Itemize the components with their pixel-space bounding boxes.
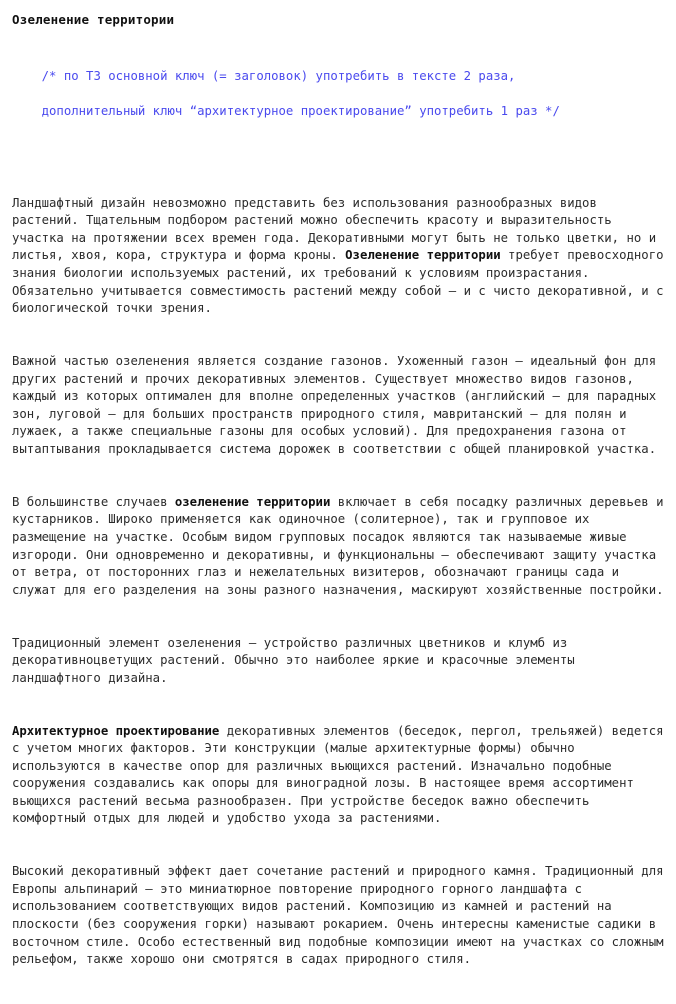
paragraph-p4 <box>12 635 664 688</box>
paragraph-p1 <box>12 195 664 318</box>
paragraph-p6 <box>12 863 664 969</box>
paragraph-p3 <box>12 494 664 600</box>
text-run: Высокий декоративный эффект дает сочетание растений и природного камня. Традиционный для Европы альпинарий – это миниатюрное повторение природного горного ландшафта с использованием соответствующих видов растений. Композицию из камней и растений на плоскости (без сооружения горки) называют рокарием. Очень интересны каменистые садики в восточном стиле. Особо естественный вид подобные композиции имеют на участках со сложным рельефом, также хорошо они смотрятся в садах природного стиля. <box>12 864 671 966</box>
paragraph-p5 <box>12 723 664 829</box>
keyword-phrase: озеленение территории <box>175 495 330 509</box>
text-run: Традиционный элемент озеленения – устройство различных цветников и клумб из декоративноцветущих растений. Обычно это наиболее яркие и красочные элементы ландшафтного дизайна. <box>12 636 582 685</box>
keyword-phrase: Архитектурное проектирование <box>12 724 219 738</box>
text-run: декоративных элементов (беседок, пергол, трельяжей) ведется с учетом многих факторов. Эти конструкции (малые архитектурные формы) обычно используются в качестве опор для различных вьющихся растений. Изначально подобные сооружения создавались как опоры для виноградной лозы. В настоящее время ассортимент вьющихся растений весьма разнообразен. При устройстве беседок важно обеспечить комфортный отдых для людей и удобство ухода за растениями. <box>12 724 671 826</box>
keyword-phrase: Озеленение территории <box>345 248 500 262</box>
text-run: включает в себя посадку различных деревьев и кустарников. Широко применяется как одиночное (солитерное), так и групповое их размещение на участке. Особым видом групповых посадок являются так называемые живые изгороди. Они одновременно и декоративны, и функциональны – обеспечивают защиту участка от ветра, от посторонних глаз и нежелательных визитеров, обозначают границы сада и служат для его разделения на зоны разного назначения, маскируют хозяйственные постройки. <box>12 495 671 597</box>
paragraph-p2 <box>12 353 664 459</box>
text-run: Важной частью озеленения является создание газонов. Ухоженный газон – идеальный фон для других растений и прочих декоративных элементов. Существует множество видов газонов, каждый из которых оптимален для вполне определенных участков (английский – для парадных зон, луговой – для больших пространств природного стиля, мавританский – для полян и лужаек, а также специальные газоны для особых условий). Для предохранения газона от вытаптывания прокладывается система дорожек в соответствии с общей планировкой участка. <box>12 354 664 456</box>
article-body <box>12 160 664 1004</box>
text-run: Ландшафтный дизайн невозможно представить без использования разнообразных видов растений. Тщательным подбором растений можно обеспечить красоту и выразительность участка на протяжении всех времен года. Декоративными могут быть не только цветки, но и листья, хвоя, кора, структура и форма кроны. <box>12 196 664 263</box>
page-title: Озеленение территории <box>12 12 664 28</box>
tz-comment-block <box>12 50 664 138</box>
tz-comment-line-2: дополнительный ключ “архитектурное проектирование” употребить 1 раз */ <box>42 104 560 118</box>
text-run: В большинстве случаев <box>12 495 175 509</box>
text-run: требует превосходного знания биологии используемых растений, их требований к условиям произрастания. Обязательно учитывается совместимость растений между собой – и с чисто декоративной, и с биологической точки зрения. <box>12 248 671 315</box>
tz-comment-line-1: /* по ТЗ основной ключ (= заголовок) употребить в тексте 2 раза, <box>42 69 516 83</box>
